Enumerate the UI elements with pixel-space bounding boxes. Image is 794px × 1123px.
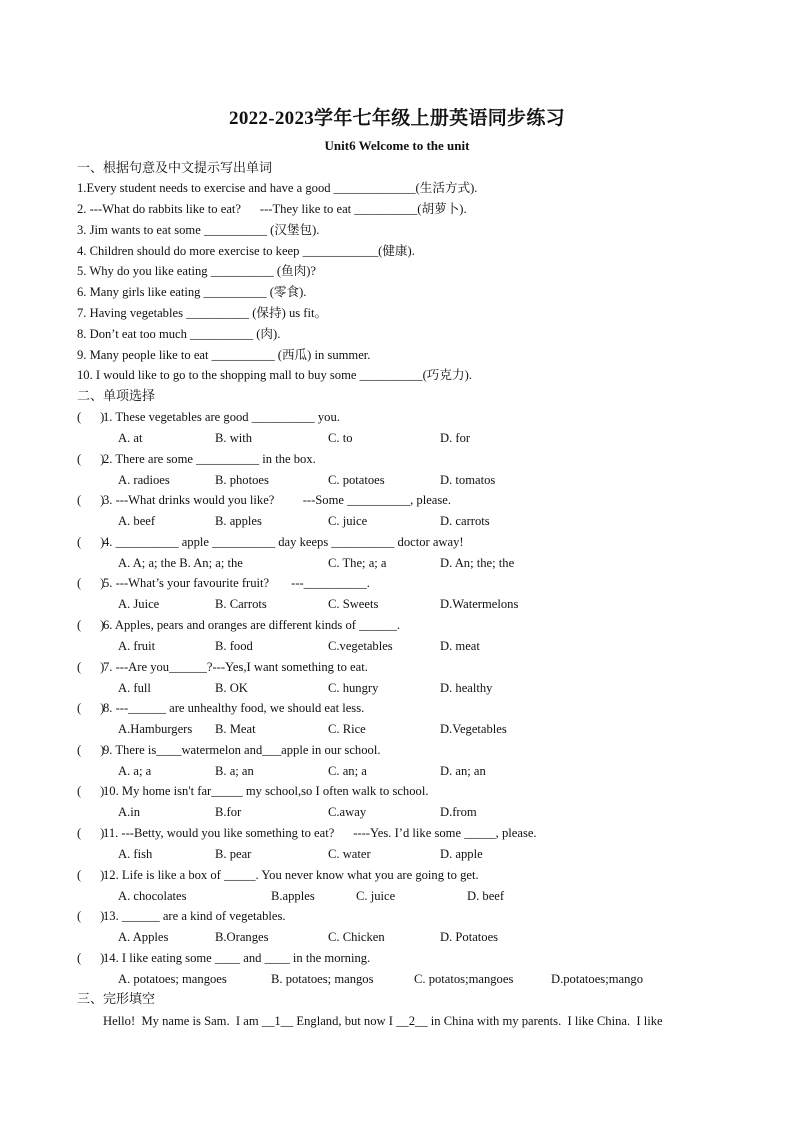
option-d: D. beef <box>467 889 505 903</box>
fill-in-item: 10. I would like to go to the shopping mall to buy some __________(巧克力). <box>77 368 472 382</box>
fill-in-item: 6. Many girls like eating __________ (零食). <box>77 285 307 299</box>
option-d: D. tomatos <box>440 473 496 487</box>
option-b: B. pear <box>215 847 252 861</box>
option-c: C. The; a; a <box>328 556 387 570</box>
options-row <box>0 595 794 613</box>
option-a: A. beef <box>118 514 156 528</box>
option-d: D. apple <box>440 847 483 861</box>
option-b: B.for <box>215 805 242 819</box>
fill-in-item: 4. Children should do more exercise to keep ____________(健康). <box>77 244 415 258</box>
option-a: A. full <box>118 681 151 695</box>
options-row <box>0 471 794 489</box>
option-d: D.from <box>440 805 477 819</box>
unit-subtitle: Unit6 Welcome to the unit <box>324 138 470 153</box>
question-text: 13. ______ are a kind of vegetables. <box>103 909 286 923</box>
option-a: A. at <box>118 431 143 445</box>
page-title: 2022-2023学年七年级上册英语同步练习 <box>229 108 565 129</box>
option-c: C. potatoes <box>328 473 385 487</box>
option-a: A. Apples <box>118 930 169 944</box>
answer-bracket: ( ) <box>77 826 105 840</box>
question-text: 9. There is____watermelon and___apple in our school. <box>103 743 381 757</box>
option-c: C. potatos;mangoes <box>414 972 514 986</box>
question-text: 2. There are some __________ in the box. <box>103 452 316 466</box>
option-b: B. potatoes; mangos <box>271 972 374 986</box>
options-row <box>0 554 794 572</box>
question-text: 8. ---______ are unhealthy food, we should eat less. <box>103 701 365 715</box>
option-a: A. Juice <box>118 597 160 611</box>
option-b: B. a; an <box>215 764 254 778</box>
option-c: C. Chicken <box>328 930 385 944</box>
option-c: C.away <box>328 805 367 819</box>
option-d: D. an; an <box>440 764 486 778</box>
answer-bracket: ( ) <box>77 452 105 466</box>
fill-in-item: 2. ---What do rabbits like to eat? ---They like to eat __________(胡萝卜). <box>77 202 467 216</box>
answer-bracket: ( ) <box>77 660 105 674</box>
option-a: A. A; a; the B. An; a; the <box>118 556 243 570</box>
option-c: C. water <box>328 847 371 861</box>
answer-bracket: ( ) <box>77 576 105 590</box>
option-d: D. for <box>440 431 471 445</box>
options-row <box>0 679 794 697</box>
option-c: C. to <box>328 431 353 445</box>
option-a: A.Hamburgers <box>118 722 193 736</box>
option-a: A.in <box>118 805 141 819</box>
section-heading-1: 一、根据句意及中文提示写出单词 <box>77 160 273 175</box>
option-b: B. photoes <box>215 473 269 487</box>
fill-in-item: 8. Don’t eat too much __________ (肉). <box>77 327 281 341</box>
options-row <box>0 928 794 946</box>
option-b: B. food <box>215 639 253 653</box>
fill-in-item: 9. Many people like to eat __________ (西瓜) in summer. <box>77 348 371 362</box>
cloze-passage: Hello! My name is Sam. I am __1__ England, but now I __2__ in China with my parents. I like China. I like <box>103 1014 663 1028</box>
option-d: D.potatoes;mango <box>551 972 643 986</box>
answer-bracket: ( ) <box>77 909 105 923</box>
answer-bracket: ( ) <box>77 618 105 632</box>
option-a: A. chocolates <box>118 889 187 903</box>
options-row <box>0 429 794 447</box>
option-b: B. OK <box>215 681 248 695</box>
answer-bracket: ( ) <box>77 493 105 507</box>
question-text: 5. ---What’s your favourite fruit? ---__________. <box>103 576 370 590</box>
answer-bracket: ( ) <box>77 868 105 882</box>
option-a: A. a; a <box>118 764 152 778</box>
options-row <box>0 512 794 530</box>
option-c: C. hungry <box>328 681 379 695</box>
answer-bracket: ( ) <box>77 535 105 549</box>
fill-in-item: 3. Jim wants to eat some __________ (汉堡包). <box>77 223 320 237</box>
options-row <box>0 637 794 655</box>
option-c: C. juice <box>328 514 368 528</box>
option-c: C. Rice <box>328 722 366 736</box>
question-text: 3. ---What drinks would you like? ---Some __________, please. <box>103 493 452 507</box>
option-b: B. with <box>215 431 253 445</box>
options-row <box>0 762 794 780</box>
question-text: 4. __________ apple __________ day keeps __________ doctor away! <box>103 535 464 549</box>
answer-bracket: ( ) <box>77 410 105 424</box>
section-heading-2: 二、单项选择 <box>77 388 156 403</box>
option-d: D. An; the; the <box>440 556 515 570</box>
option-a: A. radioes <box>118 473 170 487</box>
option-d: D. healthy <box>440 681 493 695</box>
option-c: C.vegetables <box>328 639 393 653</box>
answer-bracket: ( ) <box>77 784 105 798</box>
question-text: 7. ---Are you______?---Yes,I want something to eat. <box>103 660 368 674</box>
option-d: D. Potatoes <box>440 930 499 944</box>
option-d: D.Vegetables <box>440 722 507 736</box>
option-c: C. Sweets <box>328 597 379 611</box>
question-text: 10. My home isn't far_____ my school,so I often walk to school. <box>103 784 429 798</box>
fill-in-item: 1.Every student needs to exercise and have a good _____________(生活方式). <box>77 181 478 195</box>
answer-bracket: ( ) <box>77 701 105 715</box>
options-row <box>0 887 794 905</box>
section-heading-3: 三、完形填空 <box>77 991 156 1006</box>
option-a: A. potatoes; mangoes <box>118 972 227 986</box>
answer-bracket: ( ) <box>77 743 105 757</box>
options-row <box>0 845 794 863</box>
option-b: B.Oranges <box>215 930 269 944</box>
answer-bracket: ( ) <box>77 951 105 965</box>
option-a: A. fish <box>118 847 153 861</box>
question-text: 1. These vegetables are good __________ you. <box>103 410 340 424</box>
option-d: D.Watermelons <box>440 597 519 611</box>
options-row <box>0 803 794 821</box>
option-c: C. juice <box>356 889 396 903</box>
option-d: D. meat <box>440 639 480 653</box>
question-text: 12. Life is like a box of _____. You never know what you are going to get. <box>103 868 479 882</box>
options-row <box>0 720 794 738</box>
option-b: B. apples <box>215 514 262 528</box>
option-d: D. carrots <box>440 514 490 528</box>
question-text: 11. ---Betty, would you like something to eat? ----Yes. I’d like some _____, please. <box>103 826 537 840</box>
fill-in-item: 7. Having vegetables __________ (保持) us fit。 <box>77 306 328 320</box>
option-b: B.apples <box>271 889 315 903</box>
question-text: 6. Apples, pears and oranges are different kinds of ______. <box>103 618 401 632</box>
option-b: B. Meat <box>215 722 256 736</box>
options-row <box>0 970 794 988</box>
option-a: A. fruit <box>118 639 156 653</box>
question-text: 14. I like eating some ____ and ____ in the morning. <box>103 951 371 965</box>
fill-in-item: 5. Why do you like eating __________ (鱼肉)? <box>77 264 317 278</box>
option-b: B. Carrots <box>215 597 267 611</box>
option-c: C. an; a <box>328 764 367 778</box>
